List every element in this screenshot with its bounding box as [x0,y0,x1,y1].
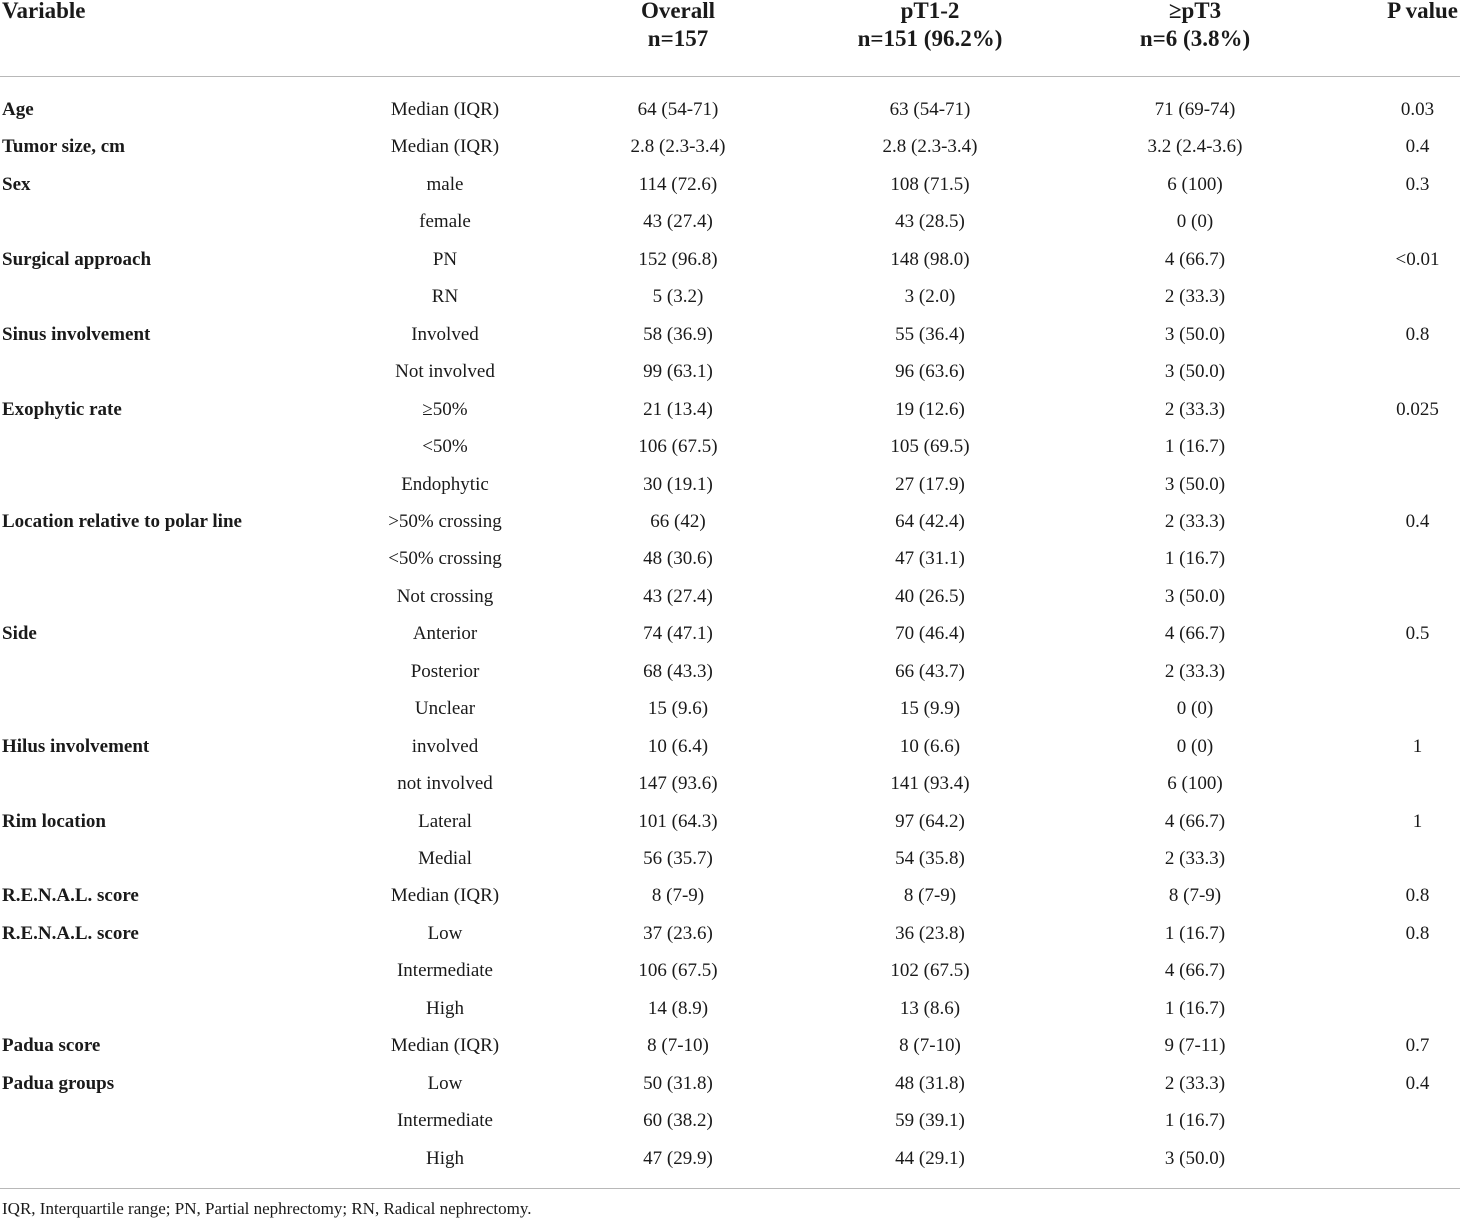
row-pt3: 1 (16.7) [1164,997,1226,1019]
row-pt3: 9 (7-11) [1164,1035,1226,1057]
row-pt3: 0 (0) [1176,211,1214,233]
row-variable: Location relative to polar line [2,510,242,532]
row-pt3: 3 (50.0) [1164,323,1226,345]
row-pt12: 102 (67.5) [890,960,970,982]
table-row [0,510,1460,547]
table-row [0,210,1460,247]
row-subcategory: <50% crossing [388,548,502,570]
row-subcategory: Intermediate [396,1110,493,1132]
row-subcategory: Intermediate [396,960,493,982]
row-p-value: 0.5 [1405,623,1430,645]
row-pt12: 15 (9.9) [899,698,961,720]
row-overall: 8 (7-9) [651,885,705,907]
table-row [0,398,1460,435]
row-overall: 21 (13.4) [643,398,713,420]
row-pt3: 71 (69-74) [1154,99,1236,120]
table-row [0,173,1460,210]
row-overall: 56 (35.7) [643,848,713,869]
row-p-value: 0.8 [1405,922,1430,944]
table-row [0,884,1460,921]
row-p-value: 0.025 [1396,398,1439,420]
row-overall: 99 (63.1) [643,361,713,383]
row-pt3: 2 (33.3) [1164,848,1226,869]
row-overall: 114 (72.6) [638,173,718,195]
row-pt3: 8 (7-9) [1168,885,1222,907]
row-subcategory: Low [427,922,463,944]
row-overall: 74 (47.1) [643,623,713,645]
row-pt12: 19 (12.6) [895,398,965,420]
row-overall: 14 (8.9) [647,997,709,1019]
row-pt12: 2.8 (2.3-3.4) [882,136,978,158]
row-pt12: 40 (26.5) [895,585,965,607]
row-subcategory: Medial [418,848,472,869]
row-variable: Padua score [2,1035,101,1057]
row-pt3: 2 (33.3) [1164,1072,1226,1094]
row-subcategory: Unclear [414,698,476,720]
row-pt12: 8 (7-10) [899,1035,961,1057]
row-pt3: 1 (16.7) [1164,436,1226,458]
row-overall: 15 (9.6) [647,698,709,720]
row-p-value: 0.4 [1405,1072,1430,1094]
table-row [0,847,1460,884]
row-subcategory: <50% [422,436,468,458]
row-variable: Surgical approach [2,248,152,270]
table-row [0,473,1460,510]
row-overall: 106 (67.5) [638,960,718,982]
row-overall: 152 (96.8) [638,248,718,270]
table-row [0,285,1460,322]
row-variable: Age [2,99,34,120]
row-pt3: 3 (50.0) [1164,585,1226,607]
table-row [0,248,1460,285]
row-subcategory: Involved [411,323,479,345]
row-pt3: 4 (66.7) [1164,248,1226,270]
row-pt12: 3 (2.0) [904,286,956,308]
row-pt12: 54 (35.8) [895,848,965,869]
row-overall: 8 (7-10) [647,1035,709,1057]
row-subcategory: High [426,997,464,1019]
row-pt12: 43 (28.5) [895,211,965,233]
row-subcategory: Anterior [412,623,478,645]
row-variable: Rim location [2,810,106,832]
row-pt12: 47 (31.1) [895,548,965,570]
row-pt3: 3 (50.0) [1164,473,1226,495]
row-subcategory: PN [432,248,458,270]
row-pt12: 148 (98.0) [890,248,970,270]
row-pt3: 1 (16.7) [1164,1110,1226,1132]
table-row [0,1034,1460,1071]
table-row [0,622,1460,659]
row-overall: 64 (54-71) [637,99,719,120]
row-overall: 43 (27.4) [643,585,713,607]
row-p-value: <0.01 [1395,248,1440,270]
table-row [0,360,1460,397]
row-variable: Tumor size, cm [2,136,125,158]
row-overall: 5 (3.2) [652,286,704,308]
row-pt12: 48 (31.8) [895,1072,965,1094]
row-p-value: 0.3 [1405,173,1430,195]
row-subcategory: Median (IQR) [390,99,500,120]
row-pt12: 70 (46.4) [895,623,965,645]
row-p-value: 0.8 [1405,885,1430,907]
row-pt12: 10 (6.6) [899,735,961,757]
row-variable: Sex [2,173,31,195]
row-variable: Hilus involvement [2,735,150,757]
row-pt12: 27 (17.9) [895,473,965,495]
table-row [0,959,1460,996]
header-overall-label: Overall [640,0,716,23]
row-overall: 37 (23.6) [643,922,713,944]
row-overall: 47 (29.9) [643,1147,713,1169]
row-pt12: 55 (36.4) [895,323,965,345]
row-overall: 58 (36.9) [643,323,713,345]
row-pt12: 64 (42.4) [895,510,965,532]
row-overall: 50 (31.8) [643,1072,713,1094]
row-subcategory: involved [411,735,479,757]
row-pt3: 0 (0) [1176,735,1214,757]
row-subcategory: Lateral [418,810,472,832]
table-header [0,0,1460,76]
table-row [0,1147,1460,1184]
row-p-value: 0.4 [1405,136,1430,158]
row-subcategory: Endophytic [401,473,489,495]
row-subcategory: Median (IQR) [390,885,500,907]
header-pt12 [810,0,1050,53]
row-subcategory: ≥50% [422,398,468,420]
row-overall: 10 (6.4) [647,735,709,757]
row-pt12: 108 (71.5) [890,173,970,195]
table-footnote: IQR, Interquartile range; PN, Partial nephrectomy; RN, Radical nephrectomy. [2,1199,532,1218]
table-row [0,810,1460,847]
row-subcategory: male [426,173,464,195]
row-subcategory: Low [427,1072,463,1094]
row-pt3: 1 (16.7) [1164,922,1226,944]
table-row [0,135,1460,172]
row-subcategory: Not crossing [396,585,494,607]
row-pt12: 96 (63.6) [895,361,965,383]
row-subcategory: RN [431,286,459,308]
header-pt3 [1090,0,1300,53]
row-subcategory: female [419,211,471,233]
row-pt12: 59 (39.1) [895,1110,965,1132]
row-overall: 2.8 (2.3-3.4) [630,136,726,158]
row-pt12: 13 (8.6) [899,997,961,1019]
table-row [0,547,1460,584]
row-subcategory: High [426,1147,464,1169]
row-pt12: 36 (23.8) [895,922,965,944]
row-overall: 106 (67.5) [638,436,718,458]
row-p-value: 0.8 [1405,323,1430,345]
table-row [0,697,1460,734]
row-pt12: 63 (54-71) [889,99,971,120]
table-row [0,660,1460,697]
header-pt3-label: ≥pT3 [1168,0,1222,23]
header-p-value: P value [1387,0,1458,23]
row-variable: R.E.N.A.L. score [2,922,139,944]
header-variable: Variable [2,0,86,23]
row-pt3: 6 (100) [1167,173,1223,195]
table-row [0,98,1460,135]
row-pt3: 4 (66.7) [1164,623,1226,645]
row-variable: Sinus involvement [2,323,151,345]
row-subcategory: Median (IQR) [390,1035,500,1057]
row-variable: Padua groups [2,1072,115,1094]
table-row [0,1072,1460,1109]
table-row [0,997,1460,1034]
row-subcategory: Median (IQR) [390,136,500,158]
row-overall: 30 (19.1) [643,473,713,495]
row-p-value: 0.03 [1400,99,1435,120]
row-overall: 101 (64.3) [638,810,718,832]
row-overall: 60 (38.2) [643,1110,713,1132]
header-pt12-n: n=151 (96.2%) [857,26,1003,51]
row-p-value: 0.7 [1405,1035,1430,1057]
row-variable: Exophytic rate [2,398,122,420]
row-pt3: 4 (66.7) [1164,960,1226,982]
row-variable: Side [2,623,37,645]
header-pt12-label: pT1-2 [900,0,960,23]
row-pt12: 8 (7-9) [903,885,957,907]
row-overall: 48 (30.6) [643,548,713,570]
row-pt3: 0 (0) [1176,698,1214,720]
row-overall: 147 (93.6) [638,773,718,795]
row-pt3: 3 (50.0) [1164,361,1226,383]
table-row [0,772,1460,809]
row-pt3: 2 (33.3) [1164,510,1226,532]
row-pt12: 105 (69.5) [890,436,970,458]
row-p-value: 0.4 [1405,510,1430,532]
row-pt12: 44 (29.1) [895,1147,965,1169]
row-pt3: 2 (33.3) [1164,398,1226,420]
row-subcategory: >50% crossing [388,510,502,532]
row-subcategory: not involved [397,773,493,795]
row-subcategory: Not involved [395,361,495,383]
row-pt3: 6 (100) [1167,773,1223,795]
row-pt3: 3 (50.0) [1164,1147,1226,1169]
row-pt3: 1 (16.7) [1164,548,1226,570]
row-variable: R.E.N.A.L. score [2,885,139,907]
row-pt12: 141 (93.4) [890,773,970,795]
header-overall-n: n=157 [647,26,709,51]
header-pt3-n: n=6 (3.8%) [1139,26,1251,51]
row-pt3: 3.2 (2.4-3.6) [1147,136,1243,158]
row-pt12: 66 (43.7) [895,660,965,682]
row-overall: 68 (43.3) [643,660,713,682]
row-p-value: 1 [1412,810,1423,832]
table-row [0,922,1460,959]
header-divider [0,76,1460,77]
table-row [0,323,1460,360]
row-pt3: 2 (33.3) [1164,286,1226,308]
row-overall: 66 (42) [650,510,706,532]
header-overall [598,0,758,53]
row-pt3: 4 (66.7) [1164,810,1226,832]
table-row [0,735,1460,772]
row-subcategory: Posterior [410,660,480,682]
footer-divider [0,1188,1460,1189]
table-row [0,435,1460,472]
row-pt12: 97 (64.2) [895,810,965,832]
row-p-value: 1 [1412,735,1423,757]
table-row [0,585,1460,622]
table-row [0,1109,1460,1146]
row-overall: 43 (27.4) [643,211,713,233]
row-pt3: 2 (33.3) [1164,660,1226,682]
